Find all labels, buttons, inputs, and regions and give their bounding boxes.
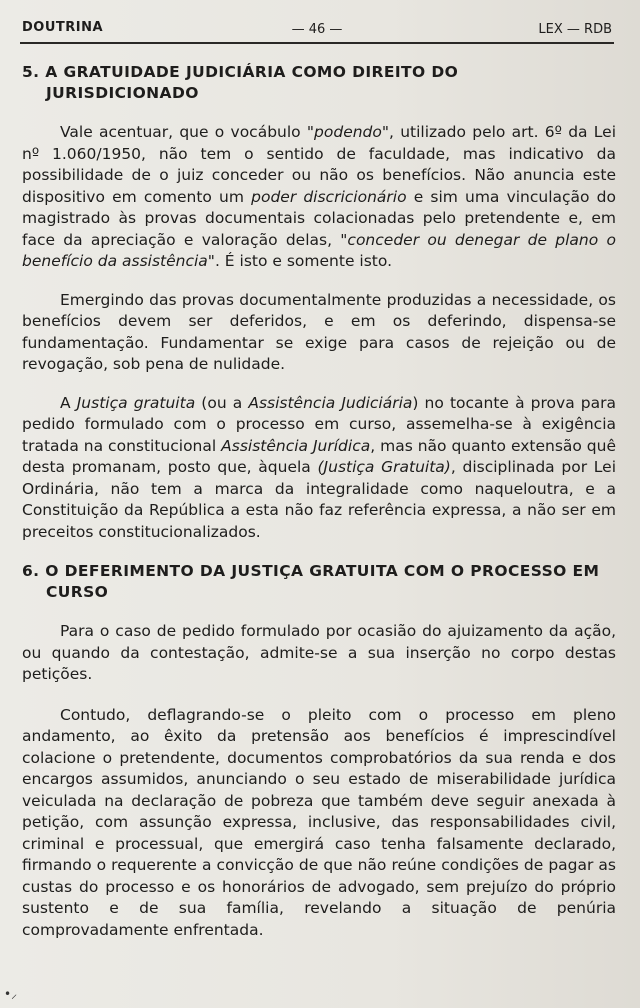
italic-term: poder discricionário xyxy=(251,187,407,206)
paragraph-4: Para o caso de pedido formulado por ocasião do ajuizamento da ação, ou quando da contestação, admite-se a sua inserção no corpo destas petições. xyxy=(22,622,616,683)
italic-term: Justiça gratuita xyxy=(76,393,196,412)
italic-term: (Justiça Gratuita) xyxy=(317,458,451,476)
page-header xyxy=(22,20,612,42)
header-section-label: DOUTRINA xyxy=(22,20,104,35)
page-number: — 46 — xyxy=(291,22,343,37)
text-run: . É isto e somente isto. xyxy=(214,252,392,270)
header-journal-label: LEX — RDB xyxy=(538,22,612,37)
text-run: e sim uma vinculação do magistrado às provas documentais colacionadas pelo pretendente e, em face da apreciação e valoração delas, xyxy=(22,187,616,249)
paragraph-1 xyxy=(22,122,616,273)
paragraph-5: Contudo, deflagrando-se o pleito com o processo em pleno andamento, ao êxito da pretensão aos benefícios é imprescindível colacione o pretendente, documentos comprobatórios da sua renda e dos encargos assumidos, anunciando o seu estado de miserabilidade jurídica veiculada na declaração de pobreza que também deve seguir anexada à petição, com assunção expressa, inclusive, das responsabilidades civil, criminal e processual, que emergirá caso tenha falsamente declarado, firmando o requerente a convicção de que não reúne condições de pagar as custas do processo e os honorários de advogado, sem prejuízo do próprio sustento e de sua família, revelando a situação de penúria comprovadamente enfrentada. xyxy=(22,705,616,939)
page-edge-mark: •⸝ xyxy=(4,987,18,1001)
header-rule xyxy=(20,42,614,44)
text-run: Vale acentuar, que o vocábulo xyxy=(60,123,307,141)
section-heading-5: 5. A GRATUIDADE JUDICIÁRIA COMO DIREITO DO JURISDICIONADO xyxy=(22,63,459,102)
paragraph-3 xyxy=(22,393,616,544)
text-run: (ou a xyxy=(195,393,249,412)
italic-term: "podendo" xyxy=(306,123,390,141)
italic-quote: "conceder ou denegar de plano o benefício da assistência" xyxy=(22,230,616,270)
page-body xyxy=(22,62,616,941)
text-run: A xyxy=(60,393,77,412)
text-run: , utilizado pelo art. 6º da Lei nº 1.060/1950, não tem o sentido de faculdade, mas indicativo da possibilidade de o juiz conceder ou não os benefícios. Não anuncia este dispositivo em comento um xyxy=(22,123,616,206)
italic-term: Assistência Jurídica xyxy=(221,436,371,455)
text-run: , mas não quanto extensão quê desta promanam, posto que, àquela xyxy=(22,436,617,476)
italic-term: Assistência Judiciária xyxy=(248,393,413,412)
section-heading-6: 6. O DEFERIMENTO DA JUSTIÇA GRATUITA COM O PROCESSO EM CURSO xyxy=(22,562,600,601)
text-run: , disciplinada por Lei Ordinária, não tem a marca da integralidade como naqueloutra, e a Constituição da República a esta não faz referência expressa, a não ser em preceitos constitucionalizados. xyxy=(22,458,616,541)
text-run: ) no tocante à prova para pedido formulado com o processo em curso, assemelha-se à exigência tratada na constitucional xyxy=(22,393,616,455)
paragraph-2: Emergindo das provas documentalmente produzidas a necessidade, os benefícios devem ser deferidos, e em os deferindo, dispensa-se fundamentação. Fundamentar se exige para casos de rejeição ou de revogação, sob pena de nulidade. xyxy=(22,290,616,373)
